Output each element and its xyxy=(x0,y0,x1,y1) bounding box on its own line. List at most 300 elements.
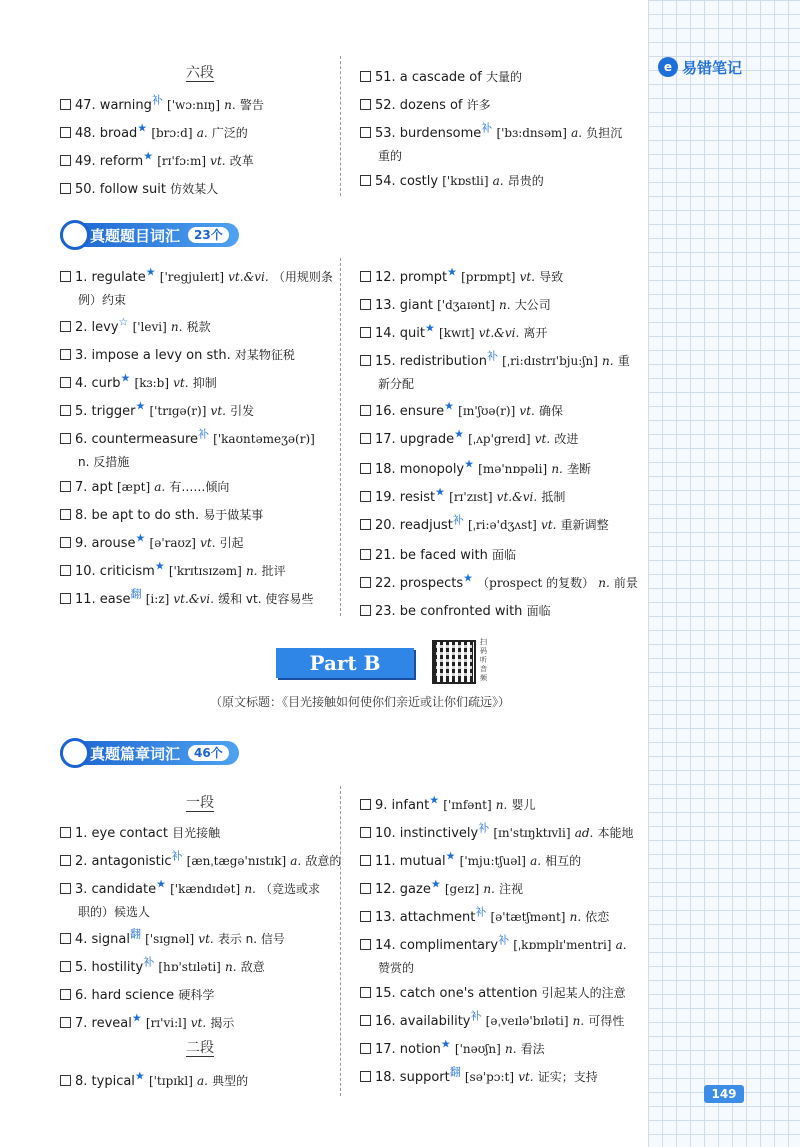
vocab-entry xyxy=(60,312,350,339)
vocab-entry xyxy=(360,1062,650,1089)
phonetic: [ænˌtægə'nɪstɪk] xyxy=(186,854,287,869)
word: 17. upgrade xyxy=(375,432,455,448)
phonetic: [prɒmpt] xyxy=(461,270,516,285)
checkbox-icon[interactable] xyxy=(60,565,71,576)
checkbox-icon[interactable] xyxy=(360,577,371,588)
word: 19. resist xyxy=(375,490,436,506)
word: 13. giant xyxy=(375,298,433,314)
word: 54. costly xyxy=(375,174,439,190)
vocab-entry xyxy=(360,318,650,345)
word: 10. criticism xyxy=(75,564,155,580)
subhead-paragraph-2: 二段 xyxy=(186,1040,214,1056)
mark-icon: ★ xyxy=(143,150,154,163)
part-of-speech: n. xyxy=(499,298,511,313)
checkbox-icon[interactable] xyxy=(60,537,71,548)
vocab-entry xyxy=(60,924,350,951)
meaning: 证实；支持 xyxy=(537,1070,598,1085)
mark-icon: ★ xyxy=(145,266,156,279)
meaning: 大公司 xyxy=(514,298,551,313)
meaning: 依恋 xyxy=(585,910,610,925)
meaning: 仿效某人 xyxy=(170,182,219,197)
phonetic: ['bɜ:dnsəm] xyxy=(496,126,567,141)
part-of-speech: vt.&vi. xyxy=(478,326,520,341)
phonetic: [brɔ:d] xyxy=(151,126,193,141)
checkbox-icon[interactable] xyxy=(360,355,371,366)
phonetic: ['wɔ:nɪŋ] xyxy=(167,98,221,113)
mark-icon: 补 xyxy=(478,822,490,835)
meaning: 重 xyxy=(617,354,630,369)
meaning: 抵制 xyxy=(541,490,566,505)
part-of-speech: vt.&vi. xyxy=(173,592,214,607)
phonetic: [hɒ'stɪləti] xyxy=(158,960,221,975)
meaning-continued: 重的 xyxy=(378,149,403,164)
checkbox-icon[interactable] xyxy=(60,989,71,1000)
meaning: 大量的 xyxy=(485,70,522,85)
part-of-speech: a. xyxy=(154,480,166,495)
word: 49. reform xyxy=(75,154,144,170)
checkbox-icon[interactable] xyxy=(60,933,71,944)
mark-icon: ★ xyxy=(447,266,457,279)
checkbox-icon[interactable] xyxy=(60,99,71,110)
vocab-entry xyxy=(60,340,350,367)
vocab-entry xyxy=(60,500,350,527)
meaning: 引发 xyxy=(230,404,255,419)
phonetic: ['mju:tʃuəl] xyxy=(459,854,526,869)
meaning: 许多 xyxy=(466,98,491,113)
vocab-entry xyxy=(60,1008,350,1035)
vocab-entry xyxy=(360,118,650,167)
vocab-entry xyxy=(360,818,650,845)
checkbox-icon[interactable] xyxy=(360,1071,371,1082)
phonetic: [ə'raʊz] xyxy=(149,536,196,551)
vocab-entry xyxy=(60,1066,350,1093)
phonetic: [kwɪt] xyxy=(439,326,475,341)
mark-icon: ★ xyxy=(135,400,146,413)
meaning: 典型的 xyxy=(212,1074,249,1089)
checkbox-icon[interactable] xyxy=(360,299,371,310)
word: 2. levy xyxy=(75,320,119,336)
vocab-entry xyxy=(60,118,350,145)
vocab-entry xyxy=(360,90,650,117)
word: 3. candidate xyxy=(75,882,157,898)
word: 23. be confronted with xyxy=(375,604,523,620)
checkbox-icon[interactable] xyxy=(360,883,371,894)
mark-icon: 补 xyxy=(498,934,510,947)
checkbox-icon[interactable] xyxy=(360,827,371,838)
vocab-entry xyxy=(360,454,650,481)
phonetic: ['nəʊʃn] xyxy=(454,1042,501,1057)
part-of-speech: n. xyxy=(495,798,508,813)
checkbox-icon[interactable] xyxy=(60,405,71,416)
meaning: 面临 xyxy=(491,548,516,563)
phonetic: ['kɒstli] xyxy=(442,174,489,189)
vocab-entry xyxy=(60,980,350,1007)
word: 14. quit xyxy=(375,326,426,342)
vocab-entry xyxy=(60,146,350,173)
meaning-continued: n. 反措施 xyxy=(78,455,130,470)
phonetic: ['regjuleɪt] xyxy=(159,270,225,285)
part-of-speech: n. xyxy=(244,882,256,897)
phonetic: [æpt] xyxy=(117,480,151,495)
checkbox-icon[interactable] xyxy=(360,939,371,950)
meaning: 昂贵的 xyxy=(507,174,544,189)
phonetic: [ə'tætʃmənt] xyxy=(490,910,566,925)
part-of-speech: vt.&vi. xyxy=(228,270,269,285)
part-of-speech: n. xyxy=(569,910,582,925)
word: 14. complimentary xyxy=(375,938,499,954)
phonetic: [ˌri:ə'dʒʌst] xyxy=(467,518,537,533)
phonetic: [əˌveɪlə'bɪləti] xyxy=(485,1014,569,1029)
vocab-entry xyxy=(60,368,350,395)
meaning: 有……倾向 xyxy=(169,480,230,495)
meaning: 对某物征税 xyxy=(234,348,295,363)
subhead-paragraph-1: 一段 xyxy=(186,795,214,811)
part-of-speech: n. xyxy=(602,354,614,369)
word: 18. monopoly xyxy=(375,462,465,478)
word: 53. burdensome xyxy=(375,126,482,142)
phonetic: [ɪn'ʃʊə(r)] xyxy=(458,404,516,419)
meaning-continued: 职的）候选人 xyxy=(78,905,151,920)
phonetic: ['kaʊntəmeʒə(r)] xyxy=(213,432,315,447)
part-of-speech: n. xyxy=(598,576,610,591)
word: 5. trigger xyxy=(75,404,136,420)
meaning: 引起 xyxy=(219,536,244,551)
word: 9. arouse xyxy=(75,536,136,552)
vocab-entry xyxy=(60,472,350,499)
part-of-speech: vt. xyxy=(519,404,535,419)
column-divider xyxy=(340,258,341,616)
meaning: 改革 xyxy=(229,154,254,169)
vocab-entry xyxy=(360,424,650,451)
mark-icon: 补 xyxy=(475,906,487,919)
word: 48. broad xyxy=(75,126,138,142)
qr-code-pattern xyxy=(436,644,472,680)
word: 9. infant xyxy=(375,798,430,814)
part-of-speech: n. xyxy=(225,960,237,975)
checkbox-icon[interactable] xyxy=(60,883,71,894)
phonetic: [geɪz] xyxy=(444,882,480,897)
checkbox-icon[interactable] xyxy=(360,491,371,502)
word: 6. countermeasure xyxy=(75,432,199,448)
vocab-entry xyxy=(60,818,350,845)
phonetic: [ɪn'stɪŋktɪvli] xyxy=(493,826,571,841)
meaning: 易于做某事 xyxy=(203,508,264,523)
vocab-entry xyxy=(60,174,350,201)
meaning: 离开 xyxy=(523,326,548,341)
meaning: 负担沉 xyxy=(586,126,623,141)
phonetic: [mə'nɒpəli] xyxy=(478,462,548,477)
meaning: 看法 xyxy=(520,1042,545,1057)
meaning: 税款 xyxy=(186,320,211,335)
vocab-entry xyxy=(360,790,650,817)
vocab-entry xyxy=(60,528,350,555)
part-of-speech: a. xyxy=(571,126,583,141)
checkbox-icon[interactable] xyxy=(60,377,71,388)
checkbox-icon[interactable] xyxy=(60,1075,71,1086)
mark-icon: ★ xyxy=(430,878,441,891)
part-of-speech: a. xyxy=(196,126,208,141)
mark-icon: 补 xyxy=(452,514,464,527)
part-of-speech: a. xyxy=(290,854,302,869)
vocab-entry xyxy=(360,846,650,873)
mark-icon: ★ xyxy=(464,458,475,471)
word: 3. impose a levy on sth. xyxy=(75,348,231,364)
grid-margin xyxy=(648,0,800,1147)
vocab-entry xyxy=(360,166,650,193)
mark-icon: ★ xyxy=(445,850,456,863)
mark-icon: 补 xyxy=(486,350,498,363)
mark-icon: 补 xyxy=(151,94,163,107)
word: 4. signal xyxy=(75,932,130,948)
meaning: 缓和 vt. 使容易些 xyxy=(218,592,314,607)
checkbox-icon[interactable] xyxy=(60,961,71,972)
count-badge: 46个 xyxy=(188,745,229,761)
checkbox-icon[interactable] xyxy=(360,127,371,138)
checkbox-icon[interactable] xyxy=(60,481,71,492)
section-title: 真题题目词汇 xyxy=(90,226,181,245)
meaning: 敌意 xyxy=(240,960,265,975)
part-of-speech: a. xyxy=(197,1074,208,1089)
part-of-speech: vt.&vi. xyxy=(496,490,538,505)
word: 7. apt xyxy=(75,480,113,496)
word: 16. availability xyxy=(375,1014,471,1030)
checkbox-icon[interactable] xyxy=(360,327,371,338)
mark-icon: ★ xyxy=(131,1012,142,1025)
checkbox-icon[interactable] xyxy=(360,605,371,616)
source-title: （原文标题：《目光接触如何使你们亲近或让你们疏远》） xyxy=(209,695,510,709)
checkbox-icon[interactable] xyxy=(60,321,71,332)
checkbox-icon[interactable] xyxy=(60,433,71,444)
meaning-continued: 新分配 xyxy=(378,377,415,392)
vocab-entry xyxy=(60,846,350,873)
vocab-entry xyxy=(360,568,650,595)
word: 5. hostility xyxy=(75,960,144,976)
word: 1. regulate xyxy=(75,270,146,286)
checkbox-icon[interactable] xyxy=(360,549,371,560)
checkbox-icon[interactable] xyxy=(360,99,371,110)
meaning: 本能地 xyxy=(597,826,634,841)
checkbox-icon[interactable] xyxy=(360,799,371,810)
part-of-speech: a. xyxy=(492,174,504,189)
part-of-speech: vt. xyxy=(534,432,551,447)
phonetic: ['trɪgə(r)] xyxy=(149,404,207,419)
part-of-speech: vt. xyxy=(519,270,536,285)
part-of-speech: vt. xyxy=(190,1016,207,1031)
vocab-entry xyxy=(360,396,650,423)
vocab-entry xyxy=(360,62,650,89)
part-of-speech: ad. xyxy=(574,826,594,841)
page-number: 149 xyxy=(704,1085,744,1103)
meaning: 敌意的 xyxy=(305,854,342,869)
vocab-entry xyxy=(360,346,650,395)
checkbox-icon[interactable] xyxy=(60,509,71,520)
mark-icon: ★ xyxy=(135,532,146,545)
checkbox-icon[interactable] xyxy=(360,405,371,416)
checkbox-icon[interactable] xyxy=(360,175,371,186)
meaning: 广泛的 xyxy=(211,126,248,141)
word: 8. be apt to do sth. xyxy=(75,508,200,524)
vocab-entry xyxy=(60,952,350,979)
checkbox-icon[interactable] xyxy=(60,183,71,194)
phonetic: [rɪ'zɪst] xyxy=(449,490,493,505)
word: 6. hard science xyxy=(75,988,175,1004)
part-of-speech: vt. xyxy=(173,376,189,391)
column-divider xyxy=(340,56,341,196)
column-divider xyxy=(340,786,341,1096)
meaning: 硬科学 xyxy=(178,988,215,1003)
subhead-paragraph-6: 六段 xyxy=(186,65,214,81)
word: 12. prompt xyxy=(375,270,448,286)
checkbox-icon[interactable] xyxy=(60,349,71,360)
part-of-speech: vt. xyxy=(518,1070,534,1085)
part-of-speech: n. xyxy=(504,1042,517,1057)
word: 4. curb xyxy=(75,376,121,392)
notes-label: 易错笔记 xyxy=(682,58,743,77)
meaning: 重新调整 xyxy=(560,518,609,533)
notes-tag xyxy=(658,56,742,78)
word: 22. prospects xyxy=(375,576,464,592)
vocab-entry xyxy=(60,424,350,473)
vocab-entry xyxy=(360,1006,650,1033)
meaning: （竞选或求 xyxy=(260,882,321,897)
word: 1. eye contact xyxy=(75,826,169,842)
mark-icon: ★ xyxy=(435,486,445,499)
word: 17. notion xyxy=(375,1042,441,1058)
vocab-entry xyxy=(60,584,350,611)
phonetic: [ˌʌp'greɪd] xyxy=(468,432,531,447)
phonetic: ['krɪtɪsɪzəm] xyxy=(168,564,242,579)
mark-icon: 补 xyxy=(171,850,183,863)
checkbox-icon[interactable] xyxy=(360,855,371,866)
checkbox-icon[interactable] xyxy=(60,855,71,866)
checkbox-icon[interactable] xyxy=(360,519,371,530)
phonetic: [kɜ:b] xyxy=(134,376,170,391)
mark-icon: ★ xyxy=(137,122,148,135)
part-of-speech: n. xyxy=(483,882,495,897)
meaning: 婴儿 xyxy=(511,798,536,813)
mark-icon: ★ xyxy=(134,1070,145,1083)
checkbox-icon[interactable] xyxy=(60,271,71,282)
mark-icon: 补 xyxy=(143,956,155,969)
checkbox-icon[interactable] xyxy=(60,155,71,166)
word: 16. ensure xyxy=(375,404,445,420)
part-of-speech: vt. xyxy=(210,404,226,419)
magnifier-icon xyxy=(60,738,90,768)
phonetic: ['dʒaɪənt] xyxy=(437,298,495,313)
mark-icon: ☆ xyxy=(118,316,129,329)
word: 15. catch one's attention xyxy=(375,986,538,1002)
checkbox-icon[interactable] xyxy=(60,127,71,138)
word: 50. follow suit xyxy=(75,182,166,198)
checkbox-icon[interactable] xyxy=(360,911,371,922)
part-of-speech: vt. xyxy=(200,536,216,551)
meaning: 引起某人的注意 xyxy=(541,986,626,1001)
mark-icon: 补 xyxy=(198,428,210,441)
checkbox-icon[interactable] xyxy=(360,71,371,82)
part-of-speech: a. xyxy=(530,854,542,869)
vocab-entry xyxy=(60,262,350,311)
part-of-speech: n. xyxy=(224,98,236,113)
pen-icon: e xyxy=(658,57,678,77)
mark-icon: ★ xyxy=(429,794,440,807)
meaning: 注视 xyxy=(499,882,524,897)
meaning: 抑制 xyxy=(192,376,217,391)
mark-icon: 补 xyxy=(481,122,493,135)
section-header-question-vocab xyxy=(60,222,239,248)
part-of-speech: n. xyxy=(572,1014,585,1029)
section-title: 真题篇章词汇 xyxy=(90,744,181,763)
meaning: 面临 xyxy=(526,604,551,619)
word: 15. redistribution xyxy=(375,354,487,370)
mark-icon: 翻 xyxy=(130,588,142,601)
word: 47. warning xyxy=(75,98,152,114)
word: 2. antagonistic xyxy=(75,854,172,870)
part-of-speech: n. xyxy=(245,564,258,579)
word: 10. instinctively xyxy=(375,826,479,842)
qr-label: 扫码听音频 xyxy=(480,638,487,682)
word: 7. reveal xyxy=(75,1016,132,1032)
checkbox-icon[interactable] xyxy=(360,433,371,444)
phonetic: [ˌkɒmplɪ'mentri] xyxy=(513,938,612,953)
mark-icon: 翻 xyxy=(130,928,141,941)
checkbox-icon[interactable] xyxy=(360,1015,371,1026)
meaning: 确保 xyxy=(538,404,563,419)
section-header-passage-vocab xyxy=(60,740,239,766)
part-of-speech: vt. xyxy=(198,932,214,947)
magnifier-icon xyxy=(60,220,90,250)
word: 52. dozens of xyxy=(375,98,463,114)
word: 21. be faced with xyxy=(375,548,488,564)
phonetic: ['tɪpɪkl] xyxy=(148,1074,193,1089)
checkbox-icon[interactable] xyxy=(360,463,371,474)
meaning: 相互的 xyxy=(545,854,582,869)
meaning: 垄断 xyxy=(567,462,592,477)
meaning: 批评 xyxy=(261,564,286,579)
mark-icon: ★ xyxy=(154,560,165,573)
meaning: （用规则条 xyxy=(272,270,333,285)
checkbox-icon[interactable] xyxy=(60,1017,71,1028)
phonetic: （prospect 的复数） xyxy=(477,576,595,591)
checkbox-icon[interactable] xyxy=(60,593,71,604)
word: 51. a cascade of xyxy=(375,70,482,86)
meaning: 前景 xyxy=(613,576,638,591)
vocab-entry xyxy=(60,396,350,423)
vocab-entry xyxy=(360,874,650,901)
vocab-entry xyxy=(360,482,650,509)
vocab-entry xyxy=(360,902,650,929)
meaning-continued: 例）约束 xyxy=(78,293,127,308)
phonetic: [rɪ'fɔ:m] xyxy=(157,154,207,169)
checkbox-icon[interactable] xyxy=(360,987,371,998)
vocab-entry xyxy=(360,262,650,289)
word: 13. attachment xyxy=(375,910,476,926)
checkbox-icon[interactable] xyxy=(360,1043,371,1054)
vocab-entry xyxy=(360,1034,650,1061)
mark-icon: 补 xyxy=(470,1010,482,1023)
part-of-speech: n. xyxy=(170,320,183,335)
vocab-entry xyxy=(60,556,350,583)
vocab-entry xyxy=(360,596,650,623)
part-of-speech: a. xyxy=(615,938,627,953)
meaning: 可得性 xyxy=(588,1014,625,1029)
checkbox-icon[interactable] xyxy=(360,271,371,282)
meaning: 警告 xyxy=(239,98,264,113)
mark-icon: ★ xyxy=(444,400,454,413)
meaning: 揭示 xyxy=(210,1016,235,1031)
checkbox-icon[interactable] xyxy=(60,827,71,838)
word: 8. typical xyxy=(75,1074,135,1090)
word: 11. ease xyxy=(75,592,131,608)
